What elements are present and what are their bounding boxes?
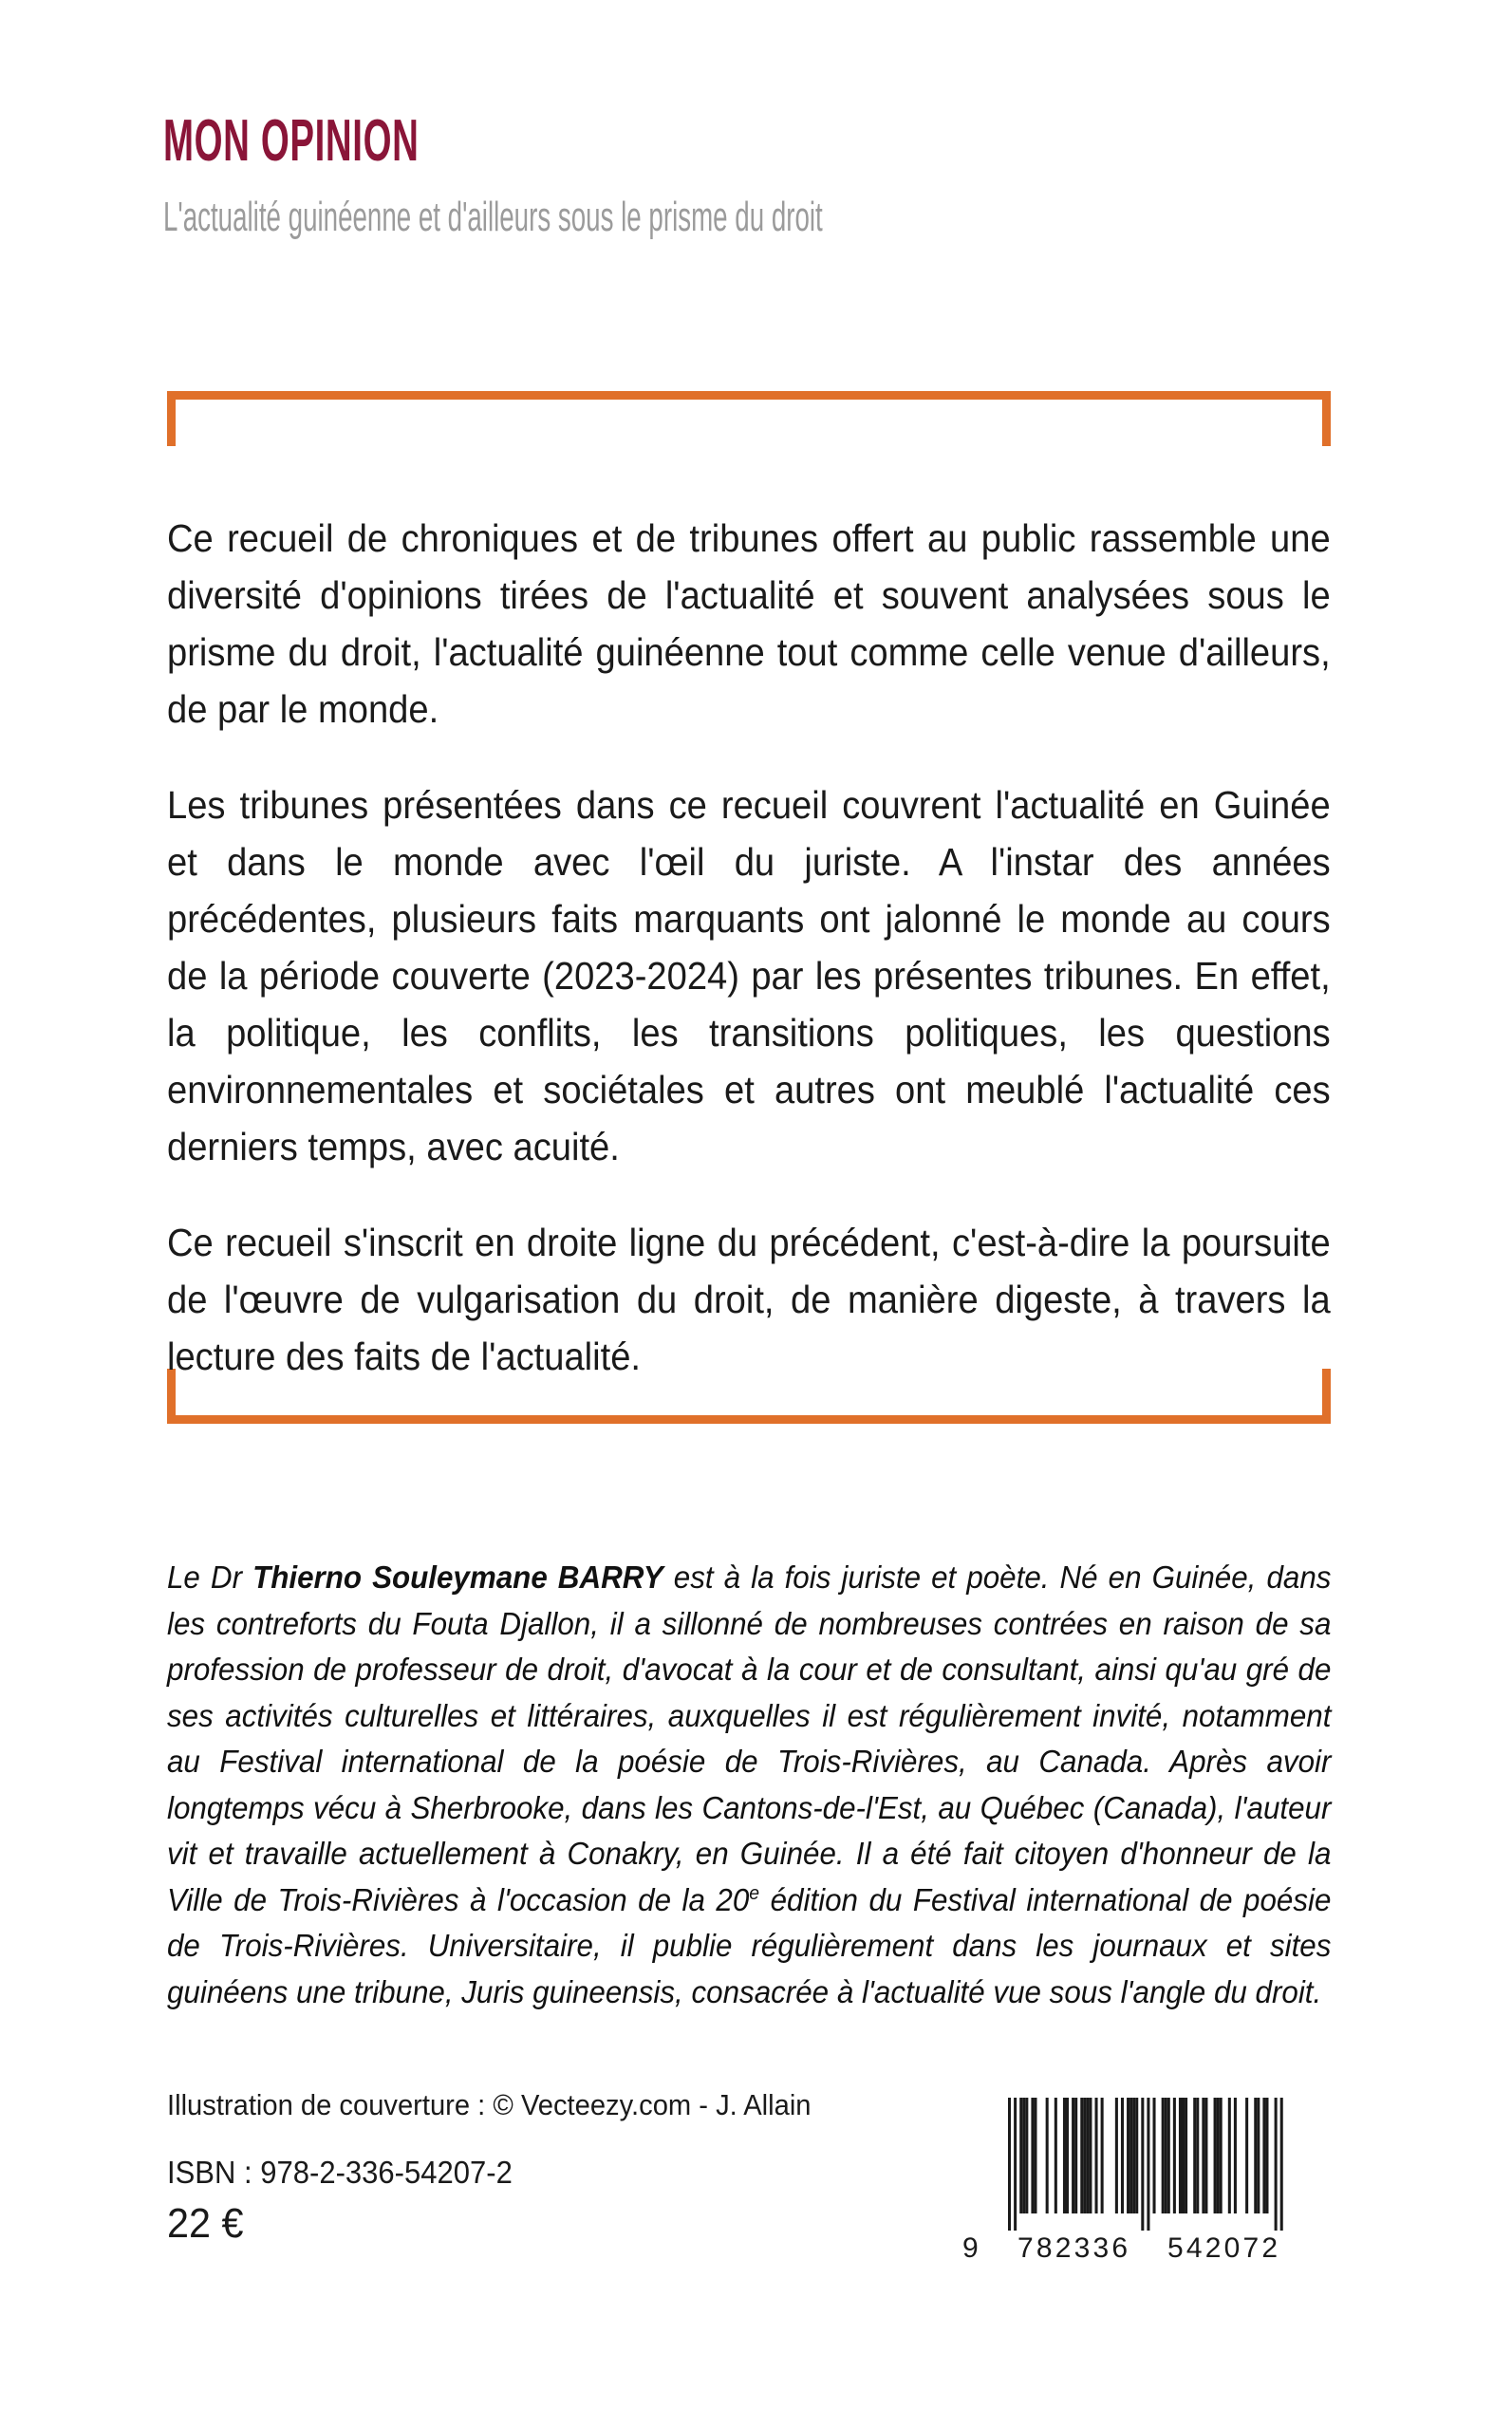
decorative-bracket-top	[167, 391, 1331, 446]
bio-lead: Le Dr	[167, 1559, 253, 1595]
blurb-paragraph: Ce recueil de chroniques et de tribunes offert au public rassemble une diversité d'opinions tirées de l'actualité et souvent analysées sous le prisme du droit, l'actualité guinéenne tout comme celle venue d'ailleurs, de par le monde.	[167, 516, 1331, 731]
page-title: MON OPINION	[163, 108, 420, 174]
barcode-digits-left: 782336	[1017, 2232, 1131, 2261]
blurb-paragraph: Ce recueil s'inscrit en droite ligne du précédent, c'est-à-dire la poursuite de l'œuvre de vulgarisation du droit, de manière digeste, à travers la lecture des faits de l'actualité.	[167, 1221, 1331, 1379]
illustration-credit: Illustration de couverture : © Vecteezy.com - J. Allain	[167, 2088, 812, 2121]
barcode	[957, 2090, 1336, 2261]
price-text: 22 €	[167, 2200, 244, 2247]
barcode-digits-right: 542072	[1167, 2232, 1281, 2261]
ordinal-suffix: e	[749, 1881, 760, 1904]
bio-body-part-2: édition du Festival international de poésie de Trois-Rivières. Universitaire, il publie régulièrement dans les journaux et sites guinéens une tribune, Juris guineensis, consacrée à l'actualité vue sous l'angle du droit.	[167, 1881, 1332, 2009]
author-name: Thierno Souleymane BARRY	[252, 1559, 663, 1595]
isbn-text: ISBN : 978-2-336-54207-2	[167, 2155, 513, 2190]
book-subtitle: L'actualité guinéenne et d'ailleurs sous le prisme du droit	[163, 193, 823, 240]
bio-body-part-1: est à la fois juriste et poète. Né en Guinée, dans les contreforts du Fouta Djallon, il a sillonné de nombreuses contrées en raison de sa profession de professeur de droit, d'avocat à la cour et de consultant, ainsi qu'au gré de ses activités culturelles et littéraires, auxquelles il est régulièrement invité, notamment au Festival international de la poésie de Trois-Rivières, au Canada. Après avoir longtemps vécu à Sherbrooke, dans les Cantons-de-l'Est, au Québec (Canada), l'auteur vit et travaille actuellement à Conakry, en Guinée. Il a été fait citoyen d'honneur de la Ville de Trois-Rivières à l'occasion de la 20	[167, 1559, 1332, 1917]
blurb-paragraph: Les tribunes présentées dans ce recueil couvrent l'actualité en Guinée et dans le monde avec l'œil du juriste. A l'instar des années précédentes, plusieurs faits marquants ont jalonné le monde au cours de la période couverte (2023-2024) par les présentes tribunes. En effet, la politique, les conflits, les transitions politiques, les questions environnementales et sociétales et autres ont meublé l'actualité ces derniers temps, avec acuité.	[167, 783, 1331, 1168]
author-bio-section	[167, 1555, 1331, 2015]
cover-header	[163, 108, 1359, 240]
footer-text-block	[167, 2088, 852, 2248]
barcode-svg	[957, 2090, 1336, 2261]
author-bio-text	[167, 1555, 1331, 2015]
barcode-digit-leading: 9	[962, 2232, 979, 2261]
blurb-section	[167, 511, 1331, 1386]
